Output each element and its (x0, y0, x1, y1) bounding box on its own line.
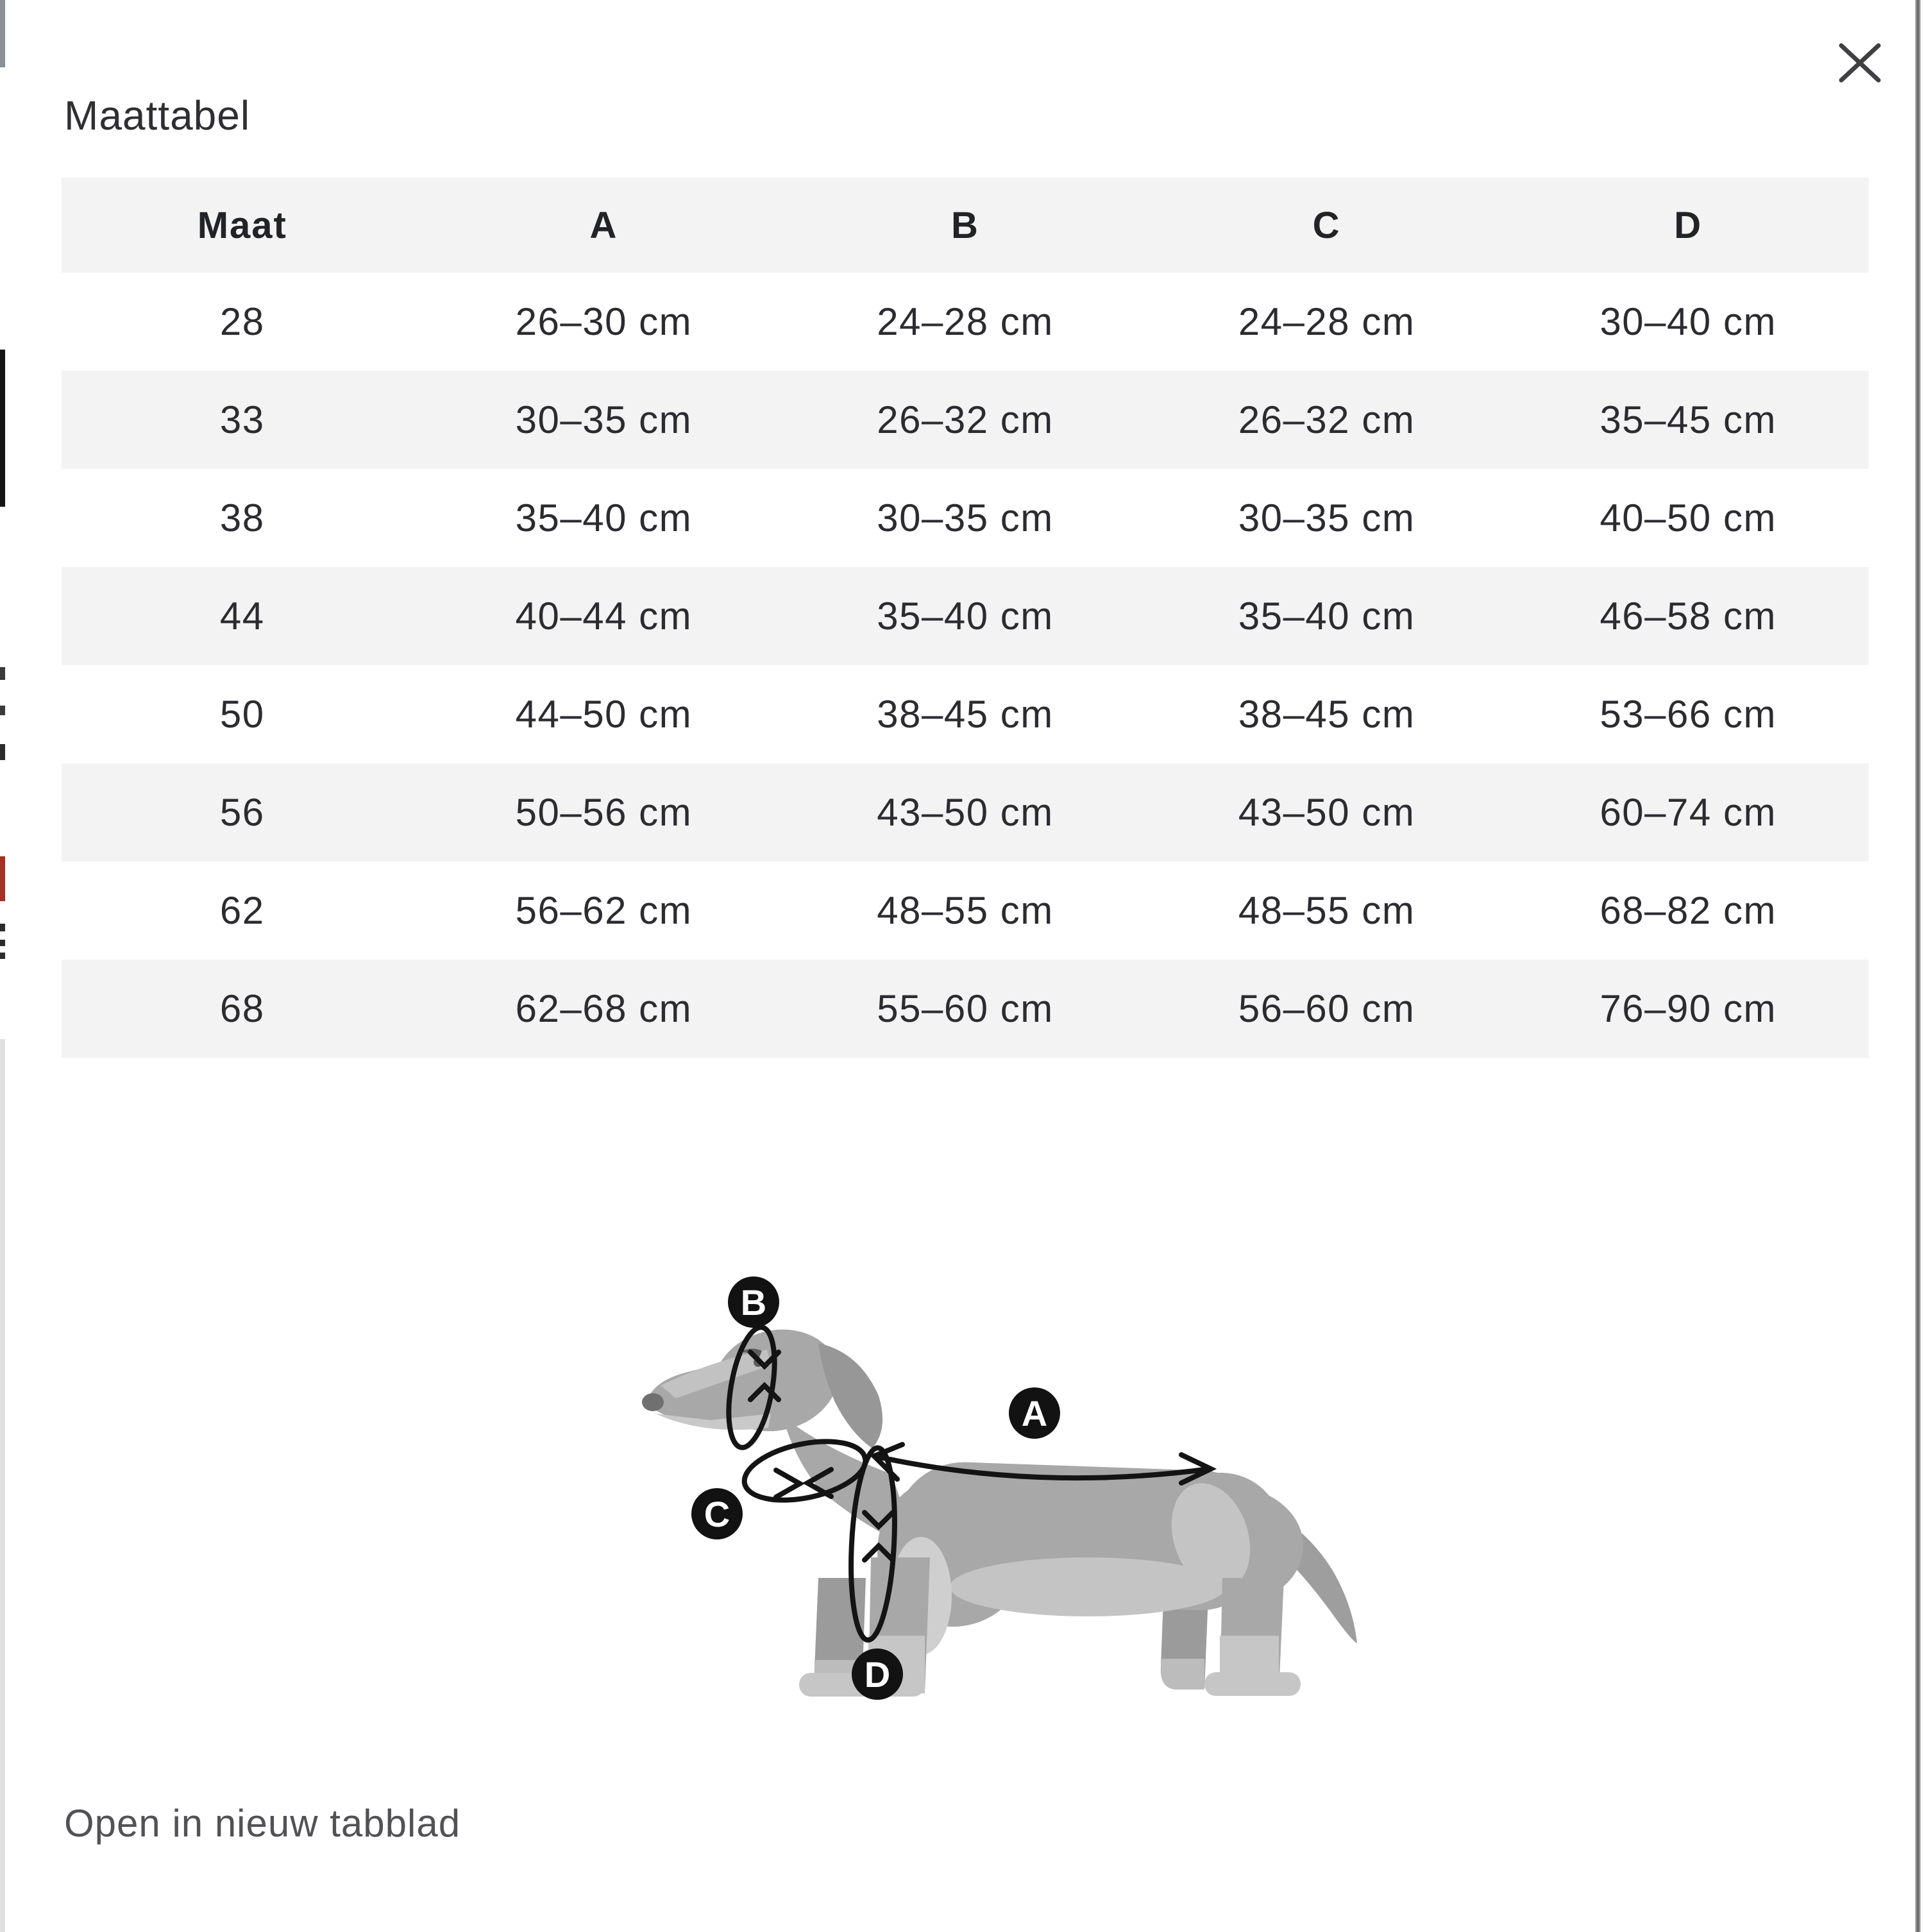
table-cell: 50 (219, 693, 265, 736)
table-row (62, 469, 1869, 567)
background-block (0, 350, 5, 507)
window-edge-line (1915, 0, 1921, 1932)
table-cell: 53–66 cm (1599, 693, 1776, 736)
table-cell: 30–40 cm (1599, 300, 1776, 343)
table-cell: 56–62 cm (515, 889, 693, 932)
size-table-body (62, 273, 1869, 1058)
table-cell: 40–44 cm (515, 595, 693, 638)
table-cell: 40–50 cm (1599, 496, 1776, 539)
table-row (62, 960, 1869, 1058)
table-row (62, 861, 1869, 960)
table-cell: 68 (219, 987, 265, 1030)
dog-measurement-diagram (614, 1276, 1487, 1764)
size-table (62, 178, 1869, 1058)
table-cell: 26–30 cm (515, 300, 693, 343)
table-cell: 60–74 cm (1599, 791, 1776, 834)
table-cell: 30–35 cm (877, 496, 1054, 539)
column-header-a: A (589, 204, 618, 246)
table-cell: 30–35 cm (515, 398, 693, 441)
dialog-title: Maattabel (64, 92, 251, 139)
background-page-sliver (0, 0, 5, 1932)
table-cell: 48–55 cm (1238, 889, 1415, 932)
column-header-b: B (951, 204, 979, 246)
badge-b-label: B (740, 1282, 767, 1323)
table-cell: 68–82 cm (1599, 889, 1776, 932)
background-block (0, 856, 5, 901)
table-row (62, 665, 1869, 763)
column-header-d: D (1674, 204, 1703, 246)
table-cell: 24–28 cm (877, 300, 1054, 343)
table-cell: 44 (219, 595, 265, 638)
table-cell: 62–68 cm (515, 987, 693, 1030)
background-block (0, 924, 5, 931)
table-cell: 26–32 cm (877, 398, 1054, 441)
dog-nose (642, 1393, 664, 1411)
table-cell: 35–45 cm (1599, 398, 1776, 441)
background-block (0, 667, 5, 680)
background-block (0, 0, 5, 67)
table-row (62, 371, 1869, 469)
size-table-head (62, 178, 1869, 273)
background-block (0, 1039, 5, 1932)
table-cell: 56–60 cm (1238, 987, 1415, 1030)
table-cell: 33 (219, 398, 265, 441)
badge-a-label: A (1021, 1393, 1048, 1434)
column-header-c: C (1312, 204, 1341, 246)
column-header-maat: Maat (197, 204, 287, 246)
table-cell: 48–55 cm (877, 889, 1054, 932)
table-row (62, 567, 1869, 665)
table-cell: 26–32 cm (1238, 398, 1415, 441)
open-new-tab-link[interactable]: Open in nieuw tabblad (64, 1802, 461, 1845)
table-cell: 76–90 cm (1599, 987, 1776, 1030)
table-cell: 38–45 cm (877, 693, 1054, 736)
table-cell: 30–35 cm (1238, 496, 1415, 539)
background-block (0, 940, 5, 946)
background-block (0, 744, 5, 760)
table-row (62, 763, 1869, 861)
table-cell: 35–40 cm (877, 595, 1054, 638)
table-cell: 24–28 cm (1238, 300, 1415, 343)
badge-d-label: D (864, 1654, 891, 1695)
table-cell: 56 (219, 791, 265, 834)
table-header-row (62, 178, 1869, 273)
table-row (62, 273, 1869, 371)
table-cell: 38–45 cm (1238, 693, 1415, 736)
background-block (0, 953, 5, 959)
table-cell: 35–40 cm (1238, 595, 1415, 638)
dachshund-illustration (614, 1276, 1487, 1764)
table-cell: 46–58 cm (1599, 595, 1776, 638)
table-cell: 43–50 cm (877, 791, 1054, 834)
table-cell: 43–50 cm (1238, 791, 1415, 834)
table-cell: 44–50 cm (515, 693, 693, 736)
table-cell: 28 (219, 300, 265, 343)
close-button[interactable] (1834, 38, 1886, 87)
badge-c-label: C (704, 1494, 730, 1534)
background-block (0, 706, 5, 715)
table-cell: 50–56 cm (515, 791, 693, 834)
table-cell: 35–40 cm (515, 496, 693, 539)
table-cell: 38 (219, 496, 265, 539)
table-cell: 55–60 cm (877, 987, 1054, 1030)
close-icon (1834, 38, 1886, 87)
table-cell: 62 (219, 889, 265, 932)
modal-surface (5, 0, 1916, 1932)
